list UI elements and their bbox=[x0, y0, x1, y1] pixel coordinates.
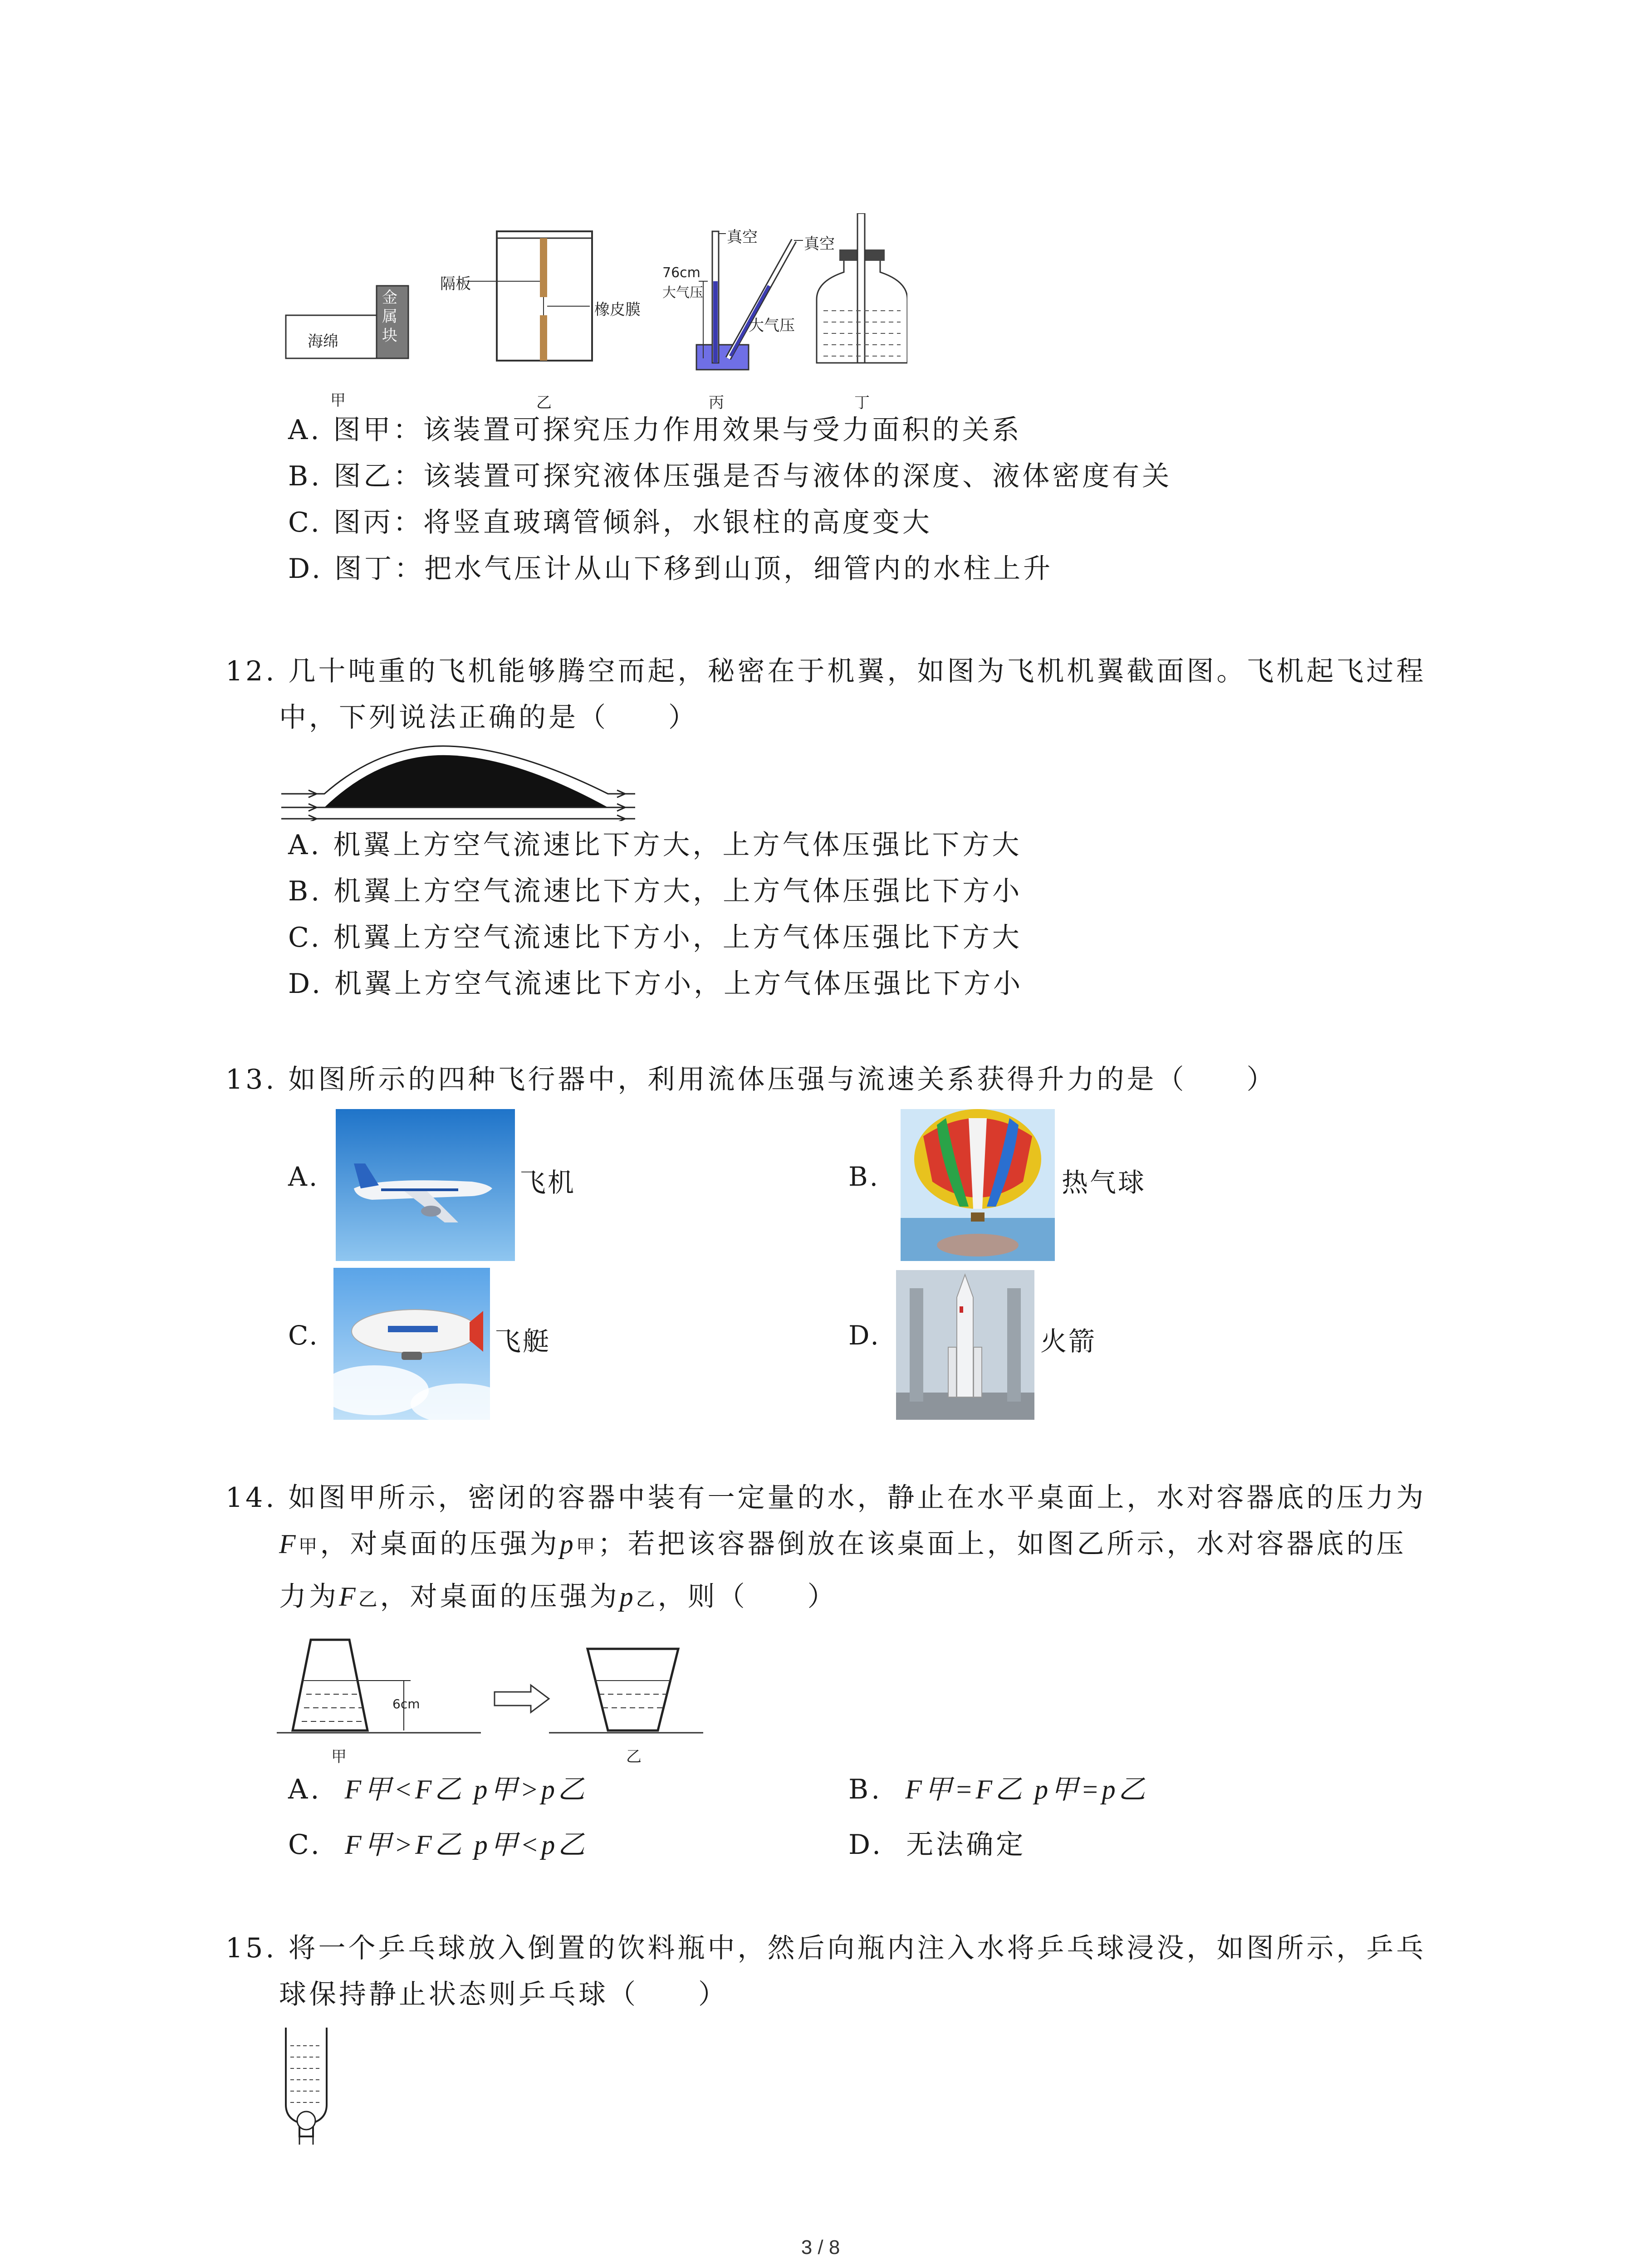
q12-stem-line1: 12. 几十吨重的飞机能够腾空而起，秘密在于机翼，如图为飞机机翼截面图。飞机起飞过程 bbox=[225, 655, 1426, 687]
label-vacuum-2: 真空 bbox=[804, 235, 835, 253]
label-6cm: 6cm bbox=[392, 1696, 420, 1711]
airplane-image bbox=[336, 1109, 515, 1261]
q14-option-b: B. F甲=F乙 p甲=p乙 bbox=[848, 1774, 1148, 1805]
q15-bottle-figure bbox=[279, 2028, 333, 2146]
q11-option-b: B. 图乙：该装置可探究液体压强是否与液体的深度、液体密度有关 bbox=[288, 460, 1172, 492]
q13-option-c-letter: C. bbox=[288, 1320, 319, 1351]
q15-stem-line2: 球保持静止状态则乒乓球（ ） bbox=[279, 1979, 728, 2010]
q13-option-a-label: 飞机 bbox=[519, 1167, 576, 1198]
label-rubber-membrane: 橡皮膜 bbox=[594, 301, 641, 319]
q13-option-c-label: 飞艇 bbox=[495, 1326, 551, 1357]
hot-air-balloon-image bbox=[901, 1109, 1055, 1261]
page-number: 3 / 8 bbox=[801, 2236, 840, 2258]
label-vacuum-1: 真空 bbox=[727, 228, 758, 246]
q11-option-d: D. 图丁：把水气压计从山下移到山顶，细管内的水柱上升 bbox=[288, 553, 1053, 585]
q14-caption-jia: 甲 bbox=[331, 1748, 347, 1766]
arrow-icon bbox=[495, 1685, 549, 1712]
q14-option-d: D. 无法确定 bbox=[848, 1829, 1026, 1861]
label-sponge: 海绵 bbox=[308, 332, 338, 351]
q12-stem-line2: 中，下列说法正确的是（ ） bbox=[279, 702, 698, 733]
fig-bing-torricelli bbox=[696, 231, 803, 370]
q12-option-a: A. 机翼上方空气流速比下方大，上方气体压强比下方大 bbox=[288, 829, 1022, 861]
container-yi bbox=[549, 1649, 703, 1733]
q12-wing-figure bbox=[281, 744, 640, 821]
caption-bing: 丙 bbox=[709, 394, 724, 412]
q14-figure bbox=[277, 1628, 730, 1765]
q13-option-d-label: 火箭 bbox=[1040, 1326, 1097, 1357]
q12-option-d: D. 机翼上方空气流速比下方小，上方气体压强比下方小 bbox=[288, 968, 1024, 1000]
q14-stem-line2: F甲，对桌面的压强为p甲；若把该容器倒放在该桌面上，如图乙所示，水对容器底的压 bbox=[279, 1528, 1406, 1560]
q14-caption-yi: 乙 bbox=[626, 1748, 642, 1766]
q14-stem-line1: 14. 如图甲所示，密闭的容器中装有一定量的水，静止在水平桌面上，水对容器底的压力为 bbox=[225, 1482, 1426, 1514]
label-atm: 大气压 bbox=[749, 317, 795, 335]
q13-option-d-letter: D. bbox=[848, 1320, 881, 1351]
fig-yi-container bbox=[467, 231, 592, 361]
q14-stem-line3: 力为F乙，对桌面的压强为p乙，则（ ） bbox=[279, 1581, 838, 1613]
q13-option-b-label: 热气球 bbox=[1062, 1167, 1146, 1198]
q13-stem: 13. 如图所示的四种飞行器中，利用流体压强与流速关系获得升力的是（ ） bbox=[225, 1064, 1277, 1095]
ping-pong-ball bbox=[297, 2112, 315, 2130]
q12-option-c: C. 机翼上方空气流速比下方小，上方气体压强比下方大 bbox=[288, 922, 1022, 953]
q14-option-c: C. F甲>F乙 p甲<p乙 bbox=[288, 1829, 588, 1861]
airship-image bbox=[333, 1268, 490, 1420]
q11-option-c: C. 图丙：将竖直玻璃管倾斜，水银柱的高度变大 bbox=[288, 507, 932, 538]
q15-stem-line1: 15. 将一个乒乓球放入倒置的饮料瓶中，然后向瓶内注入水将乒乓球浸没，如图所示，乒乓 bbox=[225, 1932, 1426, 1964]
q11-figure bbox=[272, 213, 907, 413]
q14-option-a: A. F甲<F乙 p甲>p乙 bbox=[288, 1774, 588, 1805]
label-atm-76cm: 76cm大气压 bbox=[662, 265, 703, 301]
caption-ding: 丁 bbox=[854, 394, 870, 412]
label-partition: 隔板 bbox=[440, 275, 471, 293]
caption-jia: 甲 bbox=[330, 391, 346, 410]
container-jia bbox=[277, 1640, 481, 1733]
caption-yi: 乙 bbox=[536, 394, 552, 412]
wing-section bbox=[324, 755, 608, 807]
q11-option-a: A. 图甲：该装置可探究压力作用效果与受力面积的关系 bbox=[288, 414, 1022, 446]
q13-option-a-letter: A. bbox=[288, 1161, 319, 1192]
q12-option-b: B. 机翼上方空气流速比下方大，上方气体压强比下方小 bbox=[288, 875, 1023, 907]
label-metal-block: 金属块 bbox=[382, 288, 397, 345]
q13-option-b-letter: B. bbox=[848, 1161, 880, 1192]
rocket-image bbox=[896, 1270, 1034, 1420]
